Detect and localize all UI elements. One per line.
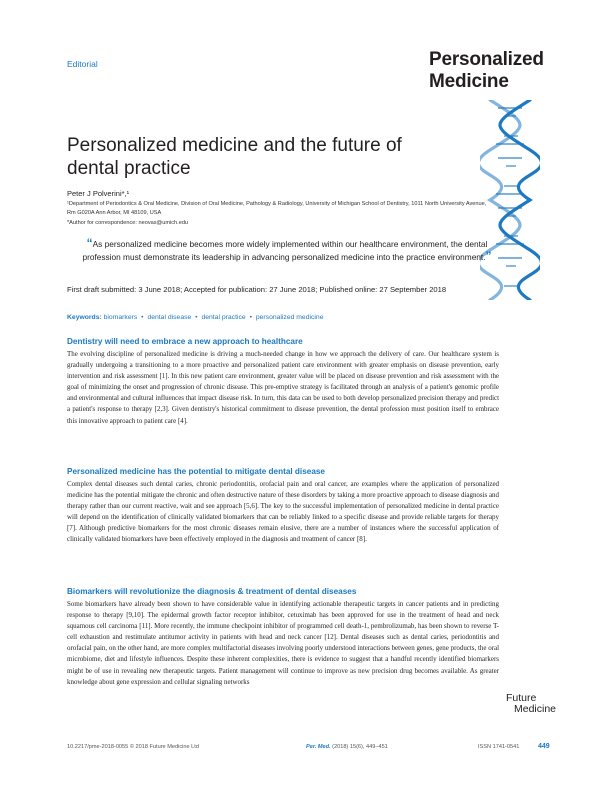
pull-quote (72, 237, 502, 263)
journal-title (429, 49, 544, 93)
keywords-label: Keywords: (67, 314, 102, 321)
pull-quote-text: As personalized medicine becomes more widely implemented within our healthcare environment, the dental profession must demonstrate its leadership in advancing personalized medicine into the practice environment. (82, 239, 488, 262)
article-title: Personalized medicine and the future of dental practice (67, 135, 402, 179)
footer-citation (306, 744, 388, 750)
section-heading: Biomarkers will revolutionize the diagnosis & treatment of dental diseases (67, 587, 357, 596)
section-heading: Personalized medicine has the potential to mitigate dental disease (67, 467, 325, 476)
author-name: Peter J Polverini*,¹ (67, 189, 130, 198)
section-body: Complex dental diseases such dental caries, chronic periodontitis, orofacial pain and oral cancer, are examples where the application of personalized medicine has the potential mitigate the chronic and often destructive nature of these disorders by taking a more proactive approach to disease diagnosis and therapy rather than our current reactive, wait and see approach [5,6]. The key to the successful implementation of personalized medicine in dental practice will depend on the identification of clinically validated biomarkers that can be reliably linked to a specific disease and provide reliable targets for therapy [7]. Although predictive biomarkers for the most chronic diseases remain elusive, there are a number of instances where the successful application of clinically validated biomarkers have been effectively employed in the diagnosis and treatment of cancer [8]. (67, 480, 499, 544)
quote-open-mark: “ (86, 236, 93, 250)
editorial-label: Editorial (67, 59, 98, 69)
section-heading: Dentistry will need to embrace a new approach to healthcare (67, 337, 303, 346)
keyword-separator: • (141, 314, 144, 321)
author-affiliation: ¹Department of Periodontics & Oral Medicine, Division of Oral Medicine, Pathology & Radiology, University of Michigan School of Dentistry, 1011 North University Avenue, Rm G020A Ann Arbor, MI 48109, USA (67, 201, 487, 216)
keyword-separator: • (195, 314, 198, 321)
keyword-item[interactable]: dental disease (147, 314, 192, 321)
section-body: Some biomarkers have already been shown to have considerable value in identifying actionable therapeutic targets in cancer patients and in predicting response to therapy [9,10]. The epidermal growth factor receptor inhibitor, cetuximab has been approved for use in the treatment of head and neck squamous cell carcinoma [11]. More recently, the immune checkpoint inhibitor of programmed cell death-1, pembrolizumab, has been shown to reverse T-cell exhaustion and restimulate antitumor activity in patients with head and neck cancer [12]. Dental diseases such as dental caries, periodontitis and orofacial pain, on the other hand, are more complex multifactorial diseases involving poorly understood interactions between genes, gene products, the oral microbiome, diet and lifestyle influences. Despite these inherent complexities, there is evidence to suggest that a handful recently identified biomarkers might be of use in revealing new therapeutic targets. Patient management will continue to improve as new precision drug becomes available. As greater knowledge about gene expression and cellular signaling networks (67, 600, 499, 686)
footer-issn: ISSN 1741-0541 (478, 744, 520, 750)
publisher-logo (506, 693, 556, 715)
section-1 (67, 337, 499, 427)
correspondence: *Author for correspondence: neovas@umich.edu (67, 220, 189, 226)
publisher-logo-line1: Future (506, 692, 537, 704)
keywords (67, 314, 323, 321)
quote-close-mark: ” (485, 249, 492, 263)
footer-doi: 10.2217/pme-2018-0055 © 2018 Future Medicine Ltd (67, 744, 199, 750)
publication-dates: First draft submitted: 3 June 2018; Accepted for publication: 27 June 2018; Published online: 27 September 2018 (67, 285, 447, 294)
journal-abbrev: Per. Med. (306, 744, 331, 750)
keyword-separator: • (249, 314, 252, 321)
keyword-item[interactable]: personalized medicine (255, 314, 324, 321)
citation-details: (2018) 15(6), 449–451 (332, 744, 388, 750)
keyword-item[interactable]: biomarkers (103, 314, 138, 321)
keyword-item[interactable]: dental practice (201, 314, 246, 321)
publisher-logo-line2: Medicine (514, 703, 557, 715)
journal-title-line2: Medicine (429, 71, 509, 92)
page-number: 449 (538, 743, 550, 750)
section-3 (67, 587, 499, 688)
journal-title-line1: Personalized (429, 49, 544, 70)
section-2 (67, 467, 499, 546)
dna-helix-icon (480, 100, 540, 300)
section-body: The evolving discipline of personalized medicine is driving a much-needed change in how we approach the delivery of care. Our healthcare system is gradually undergoing a transitioning to a more proactive and personalized patient care environment with greater emphasis on disease prevention, early intervention and risk assessment [1]. In this new patient care environment, greater value will be placed on disease prevention and risk assessment with the goal of minimizing the onset and progression of chronic disease. This pre-emptive strategy is facilitated through an analysis of a patient's genomic profile and environmental and cultural influences that impact disease risk. In turn, this data can be used to both develop personalized precision therapy and predict a patient's response to therapy [2,3]. Given dentistry's historical commitment to disease prevention, the dental profession must position itself to embrace this innovative approach to patient care [4]. (67, 350, 499, 425)
